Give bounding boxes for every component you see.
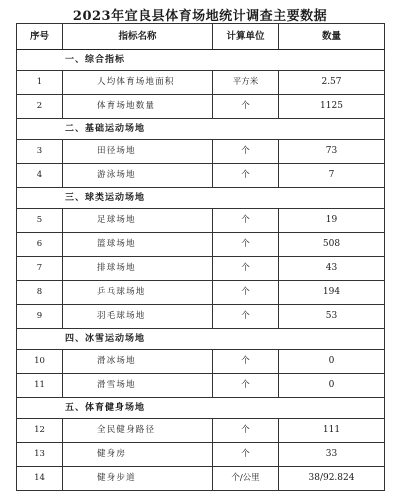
indicator-name-cell: 排球场地	[63, 257, 213, 281]
indicator-name-cell: 全民健身路径	[63, 419, 213, 443]
row-index-cell: 13	[17, 443, 63, 467]
unit-cell: 个	[213, 233, 279, 257]
quantity-cell: 53	[279, 305, 385, 329]
unit-cell: 个	[213, 443, 279, 467]
row-index-cell: 3	[17, 140, 63, 164]
indicator-name-cell: 篮球场地	[63, 233, 213, 257]
section-heading: 二、基础运动场地	[17, 119, 385, 140]
header-indicator-name: 指标名称	[63, 24, 213, 50]
table-row	[17, 71, 385, 95]
quantity-cell: 73	[279, 140, 385, 164]
table-row	[17, 443, 385, 467]
section-row	[17, 119, 385, 140]
row-index-cell: 8	[17, 281, 63, 305]
section-row	[17, 398, 385, 419]
table-header	[17, 24, 385, 50]
quantity-cell: 1125	[279, 95, 385, 119]
row-index-cell: 9	[17, 305, 63, 329]
indicator-name-cell: 健身步道	[63, 467, 213, 491]
indicator-name-cell: 体育场地数量	[63, 95, 213, 119]
section-heading: 四、冰雪运动场地	[17, 329, 385, 350]
indicator-name-cell: 乒乓球场地	[63, 281, 213, 305]
row-index-cell: 14	[17, 467, 63, 491]
table-row	[17, 233, 385, 257]
section-row	[17, 50, 385, 71]
table-row	[17, 209, 385, 233]
indicator-name-cell: 滑冰场地	[63, 350, 213, 374]
indicator-name-cell: 人均体育场地面积	[63, 71, 213, 95]
row-index-cell: 5	[17, 209, 63, 233]
unit-cell: 个	[213, 257, 279, 281]
indicator-name-cell: 滑雪场地	[63, 374, 213, 398]
document-title: 2023年宜良县体育场地统计调查主要数据	[72, 9, 328, 24]
quantity-cell: 19	[279, 209, 385, 233]
statistics-table	[16, 23, 385, 491]
table-row	[17, 164, 385, 188]
unit-cell: 个	[213, 419, 279, 443]
header-unit: 计算单位	[213, 24, 279, 50]
row-index-cell: 6	[17, 233, 63, 257]
quantity-cell: 0	[279, 374, 385, 398]
unit-cell: 个	[213, 164, 279, 188]
unit-cell: 个	[213, 281, 279, 305]
quantity-cell: 111	[279, 419, 385, 443]
unit-cell: 个/公里	[213, 467, 279, 491]
section-heading: 三、球类运动场地	[17, 188, 385, 209]
quantity-cell: 194	[279, 281, 385, 305]
row-index-cell: 10	[17, 350, 63, 374]
row-index-cell: 7	[17, 257, 63, 281]
quantity-cell: 33	[279, 443, 385, 467]
unit-cell: 平方米	[213, 71, 279, 95]
indicator-name-cell: 羽毛球场地	[63, 305, 213, 329]
indicator-name-cell: 足球场地	[63, 209, 213, 233]
table-row	[17, 95, 385, 119]
unit-cell: 个	[213, 350, 279, 374]
unit-cell: 个	[213, 305, 279, 329]
quantity-cell: 2.57	[279, 71, 385, 95]
section-row	[17, 329, 385, 350]
table-row	[17, 350, 385, 374]
header-row	[17, 24, 385, 50]
quantity-cell: 38/92.824	[279, 467, 385, 491]
row-index-cell: 2	[17, 95, 63, 119]
row-index-cell: 12	[17, 419, 63, 443]
section-heading: 五、体育健身场地	[17, 398, 385, 419]
quantity-cell: 7	[279, 164, 385, 188]
quantity-cell: 43	[279, 257, 385, 281]
indicator-name-cell: 游泳场地	[63, 164, 213, 188]
quantity-cell: 0	[279, 350, 385, 374]
header-index: 序号	[17, 24, 63, 50]
indicator-name-cell: 田径场地	[63, 140, 213, 164]
row-index-cell: 11	[17, 374, 63, 398]
table-row	[17, 281, 385, 305]
header-quantity: 数量	[279, 24, 385, 50]
indicator-name-cell: 健身房	[63, 443, 213, 467]
unit-cell: 个	[213, 140, 279, 164]
table-row	[17, 419, 385, 443]
table-row	[17, 140, 385, 164]
unit-cell: 个	[213, 374, 279, 398]
section-row	[17, 188, 385, 209]
table-body	[17, 50, 385, 491]
quantity-cell: 508	[279, 233, 385, 257]
table-row	[17, 374, 385, 398]
section-heading: 一、综合指标	[17, 50, 385, 71]
unit-cell: 个	[213, 95, 279, 119]
table-row	[17, 305, 385, 329]
table-row	[17, 467, 385, 491]
row-index-cell: 1	[17, 71, 63, 95]
unit-cell: 个	[213, 209, 279, 233]
row-index-cell: 4	[17, 164, 63, 188]
table-row	[17, 257, 385, 281]
